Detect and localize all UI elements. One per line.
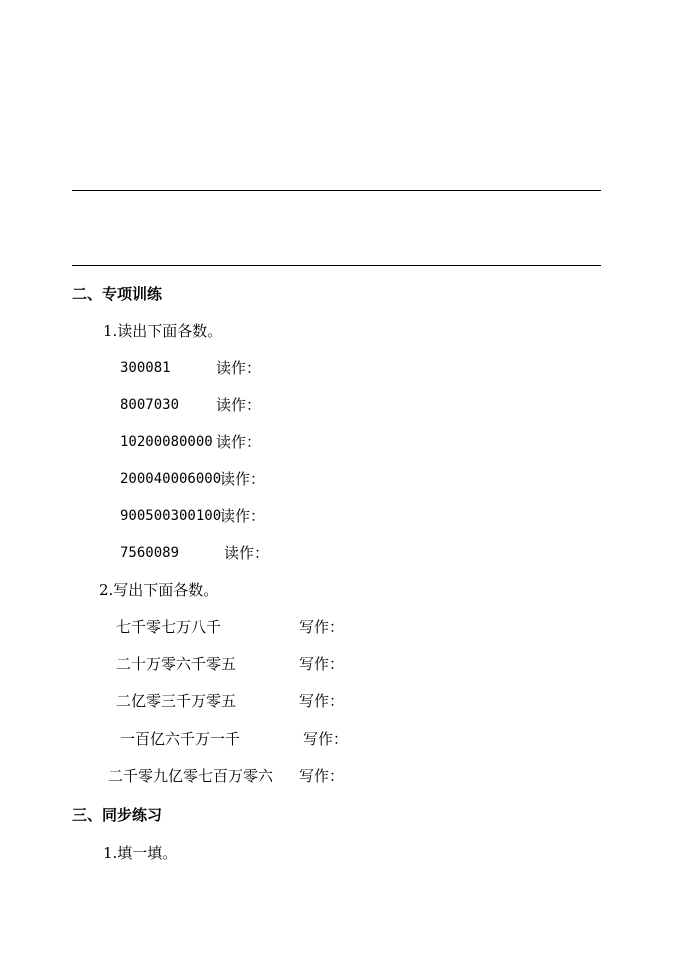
write-label-2: 写作： bbox=[299, 655, 345, 673]
write-text-1: 七千零七万八千 bbox=[116, 618, 222, 636]
write-text-5: 二千零九亿零七百万零六 bbox=[108, 767, 274, 785]
answer-line-2 bbox=[72, 265, 601, 266]
write-label-1: 写作： bbox=[299, 618, 345, 636]
read-label-4: 读作： bbox=[220, 470, 266, 488]
read-number-5: 900500300100 bbox=[120, 508, 222, 524]
write-text-3: 二亿零三千万零五 bbox=[116, 692, 237, 710]
read-number-1: 300081 bbox=[120, 360, 171, 376]
read-label-1: 读作： bbox=[216, 359, 262, 377]
read-number-4: 200040006000 bbox=[120, 471, 222, 487]
read-label-5: 读作： bbox=[220, 507, 266, 525]
write-label-5: 写作： bbox=[299, 767, 345, 785]
read-number-6: 7560089 bbox=[120, 545, 180, 561]
answer-line-1 bbox=[72, 190, 601, 191]
read-number-3: 10200080000 bbox=[120, 434, 213, 450]
write-label-4: 写作： bbox=[303, 730, 349, 748]
read-number-2: 8007030 bbox=[120, 397, 180, 413]
question-2-title: 2.写出下面各数。 bbox=[99, 581, 219, 599]
section-3-question-1-title: 1.填一填。 bbox=[103, 844, 178, 862]
write-text-2: 二十万零六千零五 bbox=[116, 655, 237, 673]
write-label-3: 写作： bbox=[299, 692, 345, 710]
section-3-heading: 三、同步练习 bbox=[72, 806, 163, 824]
question-1-title: 1.读出下面各数。 bbox=[103, 322, 223, 340]
read-label-6: 读作： bbox=[224, 544, 270, 562]
section-2-heading: 二、专项训练 bbox=[72, 285, 163, 303]
read-label-3: 读作： bbox=[216, 433, 262, 451]
write-text-4: 一百亿六千万一千 bbox=[120, 730, 241, 748]
read-label-2: 读作： bbox=[216, 396, 262, 414]
